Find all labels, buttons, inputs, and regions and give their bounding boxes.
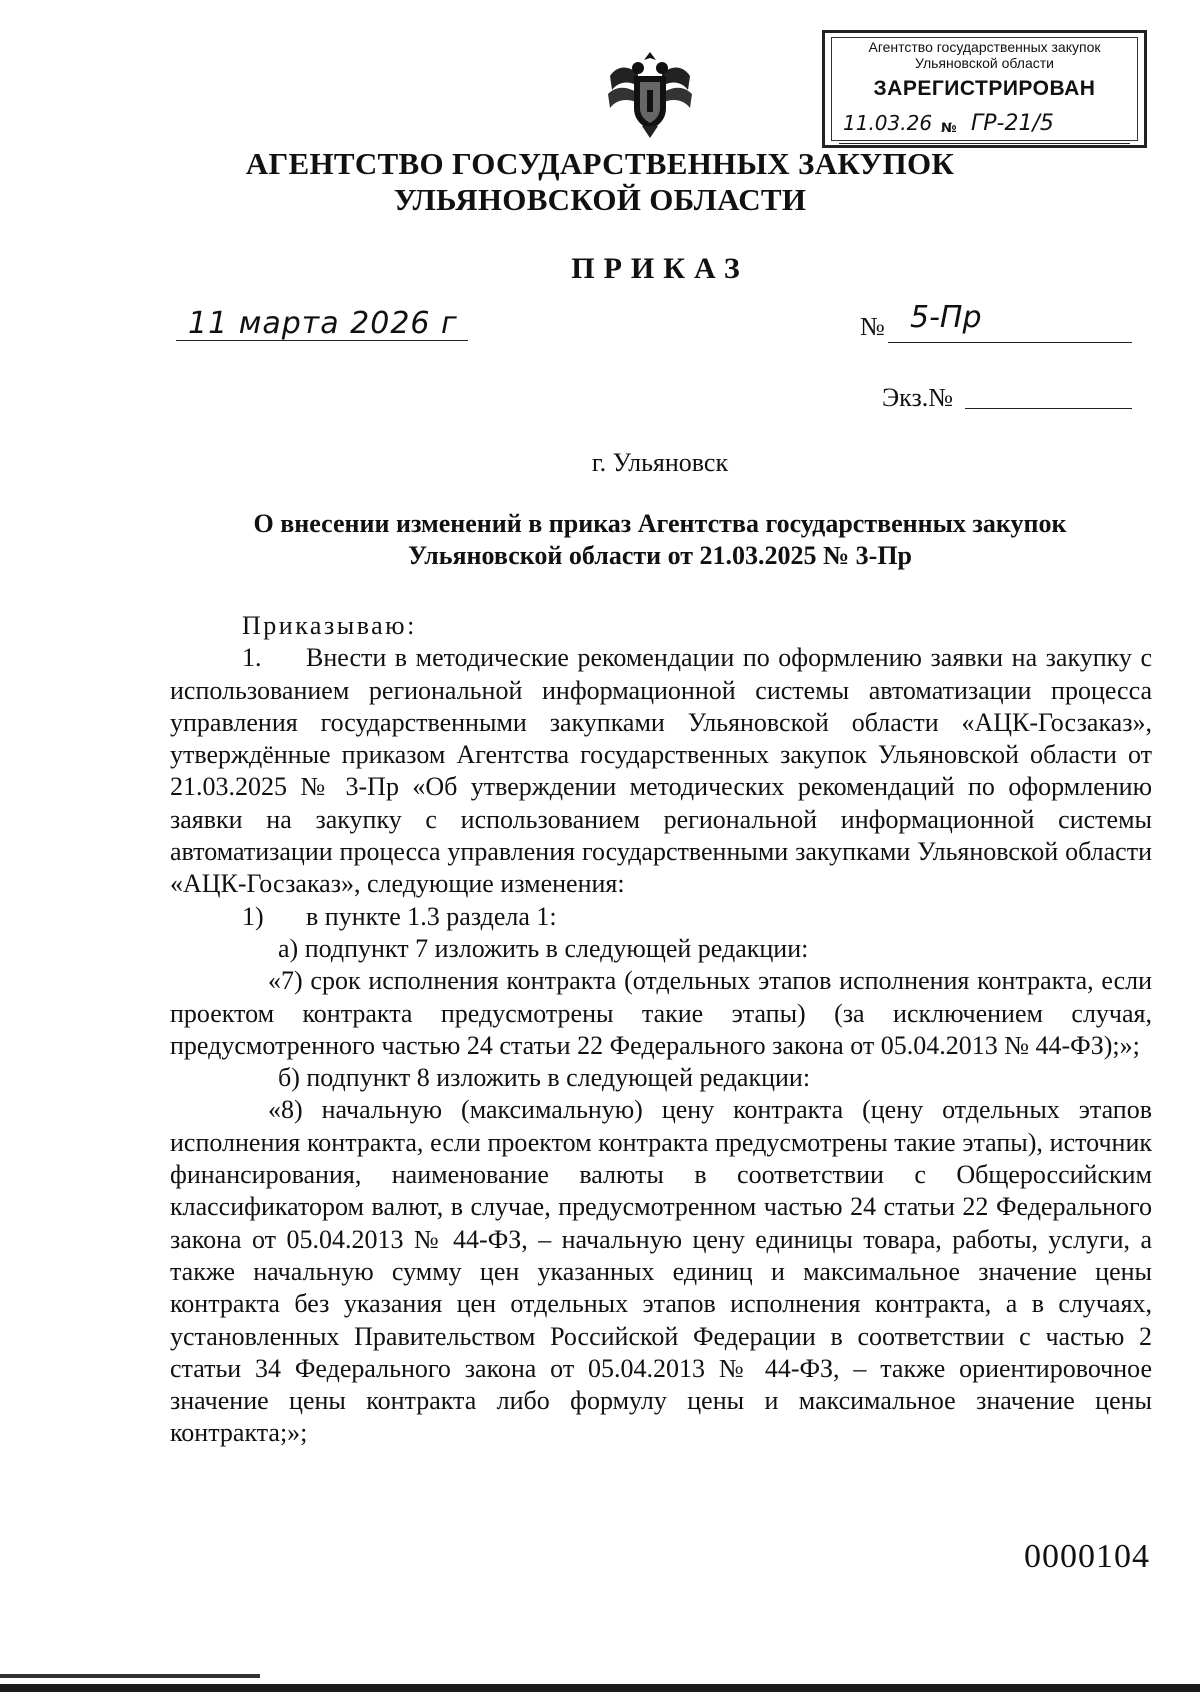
- agency-title-line2: УЛЬЯНОВСКОЙ ОБЛАСТИ: [393, 182, 807, 217]
- paragraph-1-number: 1.: [242, 643, 262, 673]
- stamp-status: ЗАРЕГИСТРИРОВАН: [873, 77, 1096, 100]
- date-underline: [176, 340, 468, 341]
- scan-edge-mark: [0, 1674, 260, 1678]
- stamp-number-label: №: [941, 121, 957, 136]
- stamp-number: ГР-21/5: [971, 111, 1054, 136]
- document-type: ПРИКАЗ: [571, 252, 749, 285]
- document-subject: [190, 508, 1130, 572]
- number-label: №: [860, 312, 885, 341]
- quote-item-8: «8) начальную (максимальную) цену контракта (цену отдельных этапов исполнения контракта, если проектом контракта предусмотрены такие этапы), источник финансирования, наименование валюты в соответствии с Общероссийским классификатором валют, в случае, предусмотренном частью 24 статьи 22 Федерального закона от 05.04.2013 № 44-ФЗ, – начальную цену единицы товара, работы, услуги, а также начальную сумму цен указанных единиц и максимальное значение цены контракта без указания цен отдельных этапов исполнения контракта, а в случаях, установленных Правительством Российской Федерации в соответствии с частью 2 статьи 34 Федерального закона от 05.04.2013 № 44-ФЗ, – также ориентировочное значение цены контракта либо формулу цены и максимальное значение цены контракта;»;: [170, 1095, 1152, 1448]
- registration-stamp: [822, 30, 1147, 148]
- coat-of-arms-icon: [604, 46, 696, 140]
- number-underline: [888, 342, 1132, 343]
- paragraph-1: [170, 642, 1152, 900]
- item-b: б) подпункт 8 изложить в следующей редакции:: [278, 1063, 811, 1093]
- subject-line1: О внесении изменений в приказ Агентства государственных закупок: [253, 509, 1067, 538]
- subparagraph-1-number: 1): [242, 901, 264, 931]
- handwritten-date: 11 марта 2026 г: [188, 306, 458, 341]
- order-intro: Приказываю:: [242, 611, 417, 640]
- paragraph-1-text: Внести в методические рекомендации по оформлению заявки на закупку с использованием региональной информационной системы автоматизации процесса управления государственными закупками Ульяновской области «АЦК-Госзаказ», утверждённые приказом Агентства государственных закупок Ульяновской области от 21.03.2025 № 3-Пр «Об утверждении методических рекомендаций по оформлению заявки на закупку с использованием региональной информационной системы автоматизации процесса управления государственными закупками Ульяновской области «АЦК-Госзаказ», следующие изменения:: [170, 643, 1152, 899]
- handwritten-number: 5-Пр: [910, 300, 982, 335]
- stamp-date: 11.03.26: [843, 111, 933, 135]
- stamp-org-line1: Агентство государственных закупок: [868, 39, 1101, 55]
- stamp-org-line2: Ульяновской области: [915, 55, 1054, 71]
- subparagraph-1: [170, 901, 1152, 933]
- quote-item-7: «7) срок исполнения контракта (отдельных этапов исполнения контракта, если проектом контракта предусмотрены такие этапы) (за исключением случая, предусмотренного частью 24 статьи 22 Федерального закона от 05.04.2013 № 44-ФЗ);»;: [170, 966, 1152, 1060]
- scan-bottom-border: [0, 1684, 1200, 1692]
- agency-title-line1: АГЕНТСТВО ГОСУДАРСТВЕННЫХ ЗАКУПОК: [245, 146, 955, 181]
- document-body: [170, 610, 1152, 1450]
- item-a: а) подпункт 7 изложить в следующей редакции:: [278, 933, 809, 963]
- city: г. Ульяновск: [591, 448, 729, 477]
- copy-number-label: Экз.№: [882, 383, 954, 412]
- copy-number-underline: [965, 408, 1132, 409]
- document-serial-number: 0000104: [1024, 1538, 1150, 1575]
- subject-line2: Ульяновской области от 21.03.2025 № 3-Пр: [407, 541, 913, 570]
- subparagraph-1-text: в пункте 1.3 раздела 1:: [306, 901, 557, 931]
